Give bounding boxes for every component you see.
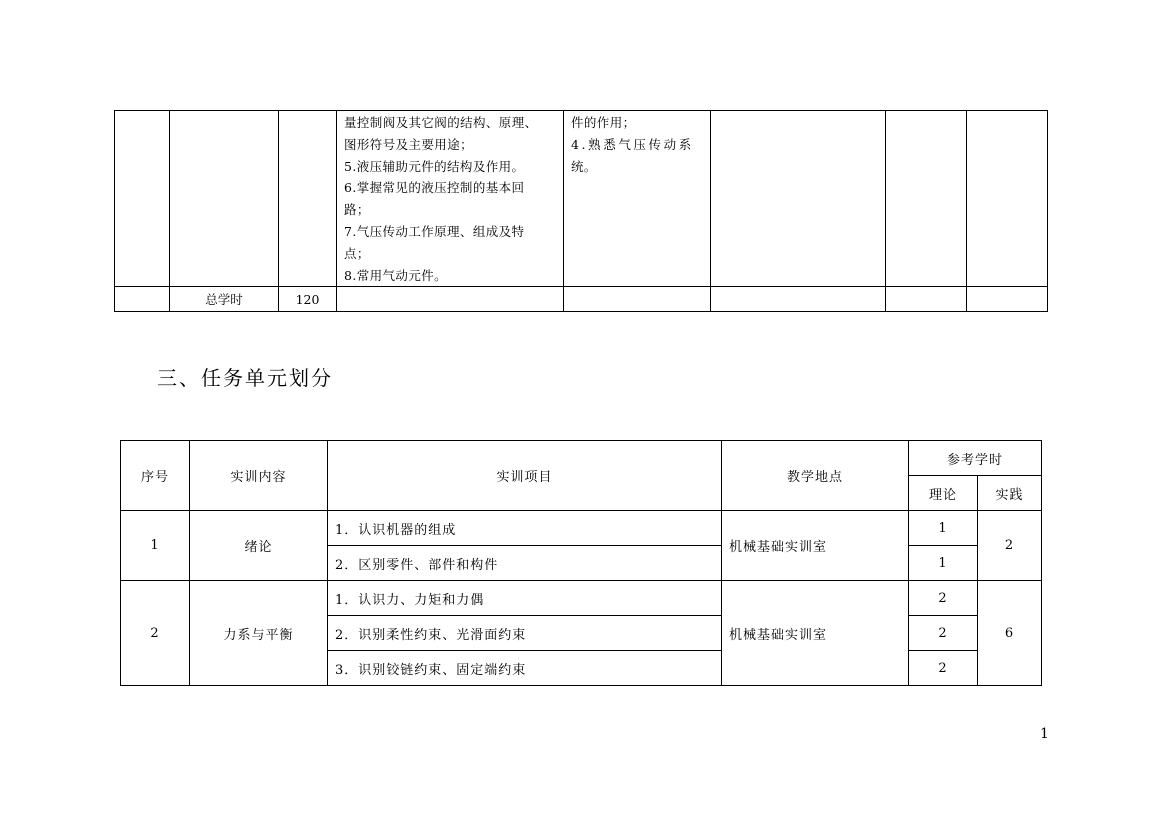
table-cell [564,287,711,312]
table-row [121,581,1042,616]
unit-project: 2．识别柔性约束、光滑面约束 [328,616,722,651]
unit-theory-hours: 2 [909,616,978,651]
header-practice: 实践 [978,476,1042,511]
unit-project: 3．识别铰链约束、固定端约束 [328,651,722,686]
unit-theory-hours: 1 [909,511,978,546]
knowledge-line: 路； [344,202,370,218]
header-project: 实训项目 [328,441,722,511]
table-cell [711,287,886,312]
knowledge-line: 图形符号及主要用途； [344,136,474,152]
task-unit-table [120,440,1042,686]
knowledge-line: 8.常用气动元件。 [344,267,448,283]
unit-content: 力系与平衡 [190,581,328,686]
unit-practice-hours: 6 [978,581,1042,686]
table-header-row [121,441,1042,476]
table-cell [170,111,279,287]
knowledge-line: 6.掌握常见的液压控制的基本回 [344,180,525,196]
unit-content: 绪论 [190,511,328,581]
table-row [115,111,1048,287]
unit-index: 2 [121,581,190,686]
skill-requirements-cell [564,111,711,287]
total-hours-label: 总学时 [170,287,279,312]
header-theory: 理论 [909,476,978,511]
table-cell [967,111,1048,287]
table-cell [337,287,564,312]
table-cell [886,111,967,287]
knowledge-line: 7.气压传动工作原理、组成及特 [344,223,525,239]
skill-line: 件的作用； [571,115,636,130]
knowledge-line: 点； [344,245,370,261]
table-cell [279,111,337,287]
table-row [121,511,1042,546]
unit-location: 机械基础实训室 [722,581,909,686]
header-location: 教学地点 [722,441,909,511]
skill-line: 统。 [571,158,597,174]
unit-project: 1．认识机器的组成 [328,511,722,546]
unit-index: 1 [121,511,190,581]
unit-project: 2．区别零件、部件和构件 [328,546,722,581]
total-hours-value: 120 [279,287,337,312]
header-content: 实训内容 [190,441,328,511]
page-number: 1 [1040,726,1049,742]
unit-theory-hours: 2 [909,581,978,616]
header-index: 序号 [121,441,190,511]
unit-location: 机械基础实训室 [722,511,909,581]
total-hours-row [115,287,1048,312]
unit-practice-hours: 2 [978,511,1042,581]
unit-theory-hours: 2 [909,651,978,686]
table-cell [886,287,967,312]
table-cell [711,111,886,287]
knowledge-requirements-cell [337,111,564,287]
course-content-table-continued [114,110,1048,312]
table-cell [967,287,1048,312]
header-reference-hours: 参考学时 [909,441,1042,476]
knowledge-line: 量控制阀及其它阀的结构、原理、 [344,115,538,130]
table-cell [115,287,170,312]
skill-line: 4.熟悉气压传动系 [571,136,694,152]
knowledge-line: 5.液压辅助元件的结构及作用。 [344,158,525,174]
unit-project: 1．认识力、力矩和力偶 [328,581,722,616]
section-heading: 三、任务单元划分 [157,366,333,390]
unit-theory-hours: 1 [909,546,978,581]
table-cell [115,111,170,287]
